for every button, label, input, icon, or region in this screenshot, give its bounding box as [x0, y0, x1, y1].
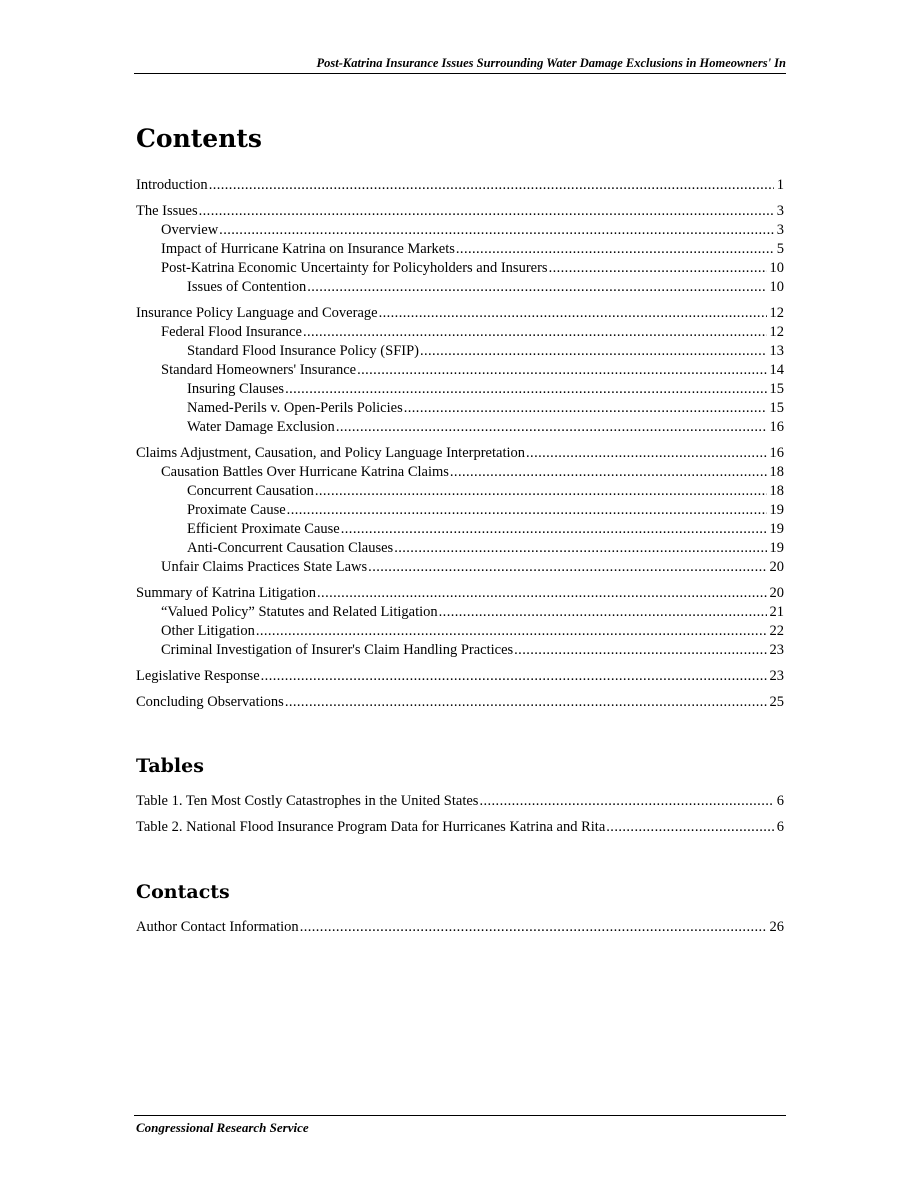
- toc-entry-text: Claims Adjustment, Causation, and Policy Language Interpretation: [136, 445, 526, 461]
- toc-entry[interactable]: [136, 399, 784, 418]
- dot-leader: [285, 380, 766, 399]
- toc-entry-text: Insurance Policy Language and Coverage: [136, 305, 378, 321]
- toc-entry-page: 5: [776, 241, 784, 257]
- dot-leader: [420, 342, 767, 361]
- toc-entry-text: Table 1. Ten Most Costly Catastrophes in the United States: [136, 793, 479, 809]
- toc-entry-page: 10: [769, 279, 784, 295]
- toc-entry-text: Concurrent Causation: [187, 483, 314, 499]
- toc-entry[interactable]: [136, 667, 784, 686]
- toc-entry-text: Introduction: [136, 177, 208, 193]
- dot-leader: [404, 399, 767, 418]
- toc-entry-text: Insuring Clauses: [187, 381, 285, 397]
- dot-leader: [357, 361, 766, 380]
- dot-leader: [394, 539, 766, 558]
- dot-leader: [300, 918, 767, 937]
- dot-leader: [479, 792, 773, 811]
- toc-entry[interactable]: [136, 278, 784, 297]
- toc-entry[interactable]: [136, 221, 784, 240]
- toc-entry-page: 25: [769, 694, 784, 710]
- toc-entry[interactable]: [136, 603, 784, 622]
- footer-rule: [134, 1115, 786, 1116]
- toc-entry-page: 19: [769, 540, 784, 556]
- toc-entry-page: 10: [769, 260, 784, 276]
- toc-entry-page: 6: [776, 793, 784, 809]
- dot-leader: [315, 482, 767, 501]
- toc-entry-page: 6: [776, 819, 784, 835]
- toc-entry-text: Legislative Response: [136, 668, 260, 684]
- toc-entry-text: Federal Flood Insurance: [161, 324, 302, 340]
- toc-entry-text: Unfair Claims Practices State Laws: [161, 559, 368, 575]
- toc-entry-text: Proximate Cause: [187, 502, 286, 518]
- dot-leader: [379, 304, 767, 323]
- toc-entry-text: Standard Homeowners' Insurance: [161, 362, 357, 378]
- toc-entry-text: Post-Katrina Economic Uncertainty for Policyholders and Insurers: [161, 260, 548, 276]
- toc-entry-text: Summary of Katrina Litigation: [136, 585, 317, 601]
- toc-entry[interactable]: [136, 342, 784, 361]
- toc-entry-text: Named-Perils v. Open-Perils Policies: [187, 400, 403, 416]
- toc-entry[interactable]: [136, 323, 784, 342]
- toc-entry-text: Table 2. National Flood Insurance Program Data for Hurricanes Katrina and Rita: [136, 819, 606, 835]
- toc-entry[interactable]: [136, 202, 784, 221]
- toc-entry-page: 18: [769, 483, 784, 499]
- toc-entry[interactable]: [136, 444, 784, 463]
- dot-leader: [256, 622, 767, 641]
- toc-entry[interactable]: [136, 818, 784, 837]
- dot-leader: [456, 240, 774, 259]
- toc-entry[interactable]: [136, 792, 784, 811]
- toc-entry-page: 18: [769, 464, 784, 480]
- dot-leader: [450, 463, 767, 482]
- toc-entry[interactable]: [136, 418, 784, 437]
- dot-leader: [439, 603, 767, 622]
- toc-entry-page: 3: [776, 222, 784, 238]
- toc-entry[interactable]: [136, 918, 784, 937]
- toc-entry[interactable]: [136, 693, 784, 712]
- dot-leader: [368, 558, 766, 577]
- toc-entry-text: Efficient Proximate Cause: [187, 521, 340, 537]
- contacts-heading: Contacts: [136, 881, 230, 903]
- contacts-list: [136, 918, 784, 937]
- toc-entry-page: 15: [769, 381, 784, 397]
- page-footer: Congressional Research Service: [136, 1120, 309, 1135]
- toc-entry[interactable]: [136, 304, 784, 323]
- dot-leader: [336, 418, 767, 437]
- toc-entry-text: Author Contact Information: [136, 919, 299, 935]
- toc-entry[interactable]: [136, 584, 784, 603]
- toc-entry-page: 12: [769, 324, 784, 340]
- toc-entry-text: “Valued Policy” Statutes and Related Litigation: [161, 604, 438, 620]
- toc-entry-text: Criminal Investigation of Insurer's Claim Handling Practices: [161, 642, 514, 658]
- dot-leader: [514, 641, 766, 660]
- dot-leader: [307, 278, 766, 297]
- toc-entry-text: Overview: [161, 222, 219, 238]
- dot-leader: [287, 501, 767, 520]
- dot-leader: [526, 444, 766, 463]
- toc-entry-text: Concluding Observations: [136, 694, 284, 710]
- toc-entry-page: 12: [769, 305, 784, 321]
- toc-entry-page: 19: [769, 521, 784, 537]
- toc-entry-text: Other Litigation: [161, 623, 255, 639]
- contents-heading: Contents: [136, 124, 263, 153]
- toc-entry[interactable]: [136, 622, 784, 641]
- toc-entry[interactable]: [136, 482, 784, 501]
- dot-leader: [303, 323, 767, 342]
- dot-leader: [285, 693, 767, 712]
- toc-entry-text: Issues of Contention: [187, 279, 307, 295]
- dot-leader: [549, 259, 767, 278]
- toc-entry-page: 23: [769, 642, 784, 658]
- toc-entry-text: Anti-Concurrent Causation Clauses: [187, 540, 394, 556]
- toc-entry[interactable]: [136, 641, 784, 660]
- dot-leader: [261, 667, 767, 686]
- contents-list: [136, 176, 784, 712]
- toc-entry[interactable]: [136, 539, 784, 558]
- toc-entry-page: 22: [769, 623, 784, 639]
- toc-entry[interactable]: [136, 240, 784, 259]
- dot-leader: [219, 221, 774, 240]
- toc-entry[interactable]: [136, 558, 784, 577]
- toc-entry-page: 21: [769, 604, 784, 620]
- toc-entry-page: 16: [769, 445, 784, 461]
- toc-entry-page: 13: [769, 343, 784, 359]
- toc-entry[interactable]: [136, 259, 784, 278]
- toc-entry-page: 23: [769, 668, 784, 684]
- toc-entry-page: 16: [769, 419, 784, 435]
- dot-leader: [606, 818, 773, 837]
- toc-entry-page: 26: [769, 919, 784, 935]
- tables-list: [136, 792, 784, 837]
- toc-entry-page: 15: [769, 400, 784, 416]
- tables-heading: Tables: [136, 755, 204, 777]
- toc-entry[interactable]: [136, 520, 784, 539]
- dot-leader: [199, 202, 774, 221]
- toc-entry-page: 1: [776, 177, 784, 193]
- toc-entry-text: Causation Battles Over Hurricane Katrina Claims: [161, 464, 449, 480]
- toc-entry-page: 14: [769, 362, 784, 378]
- toc-entry[interactable]: [136, 501, 784, 520]
- dot-leader: [317, 584, 766, 603]
- toc-entry[interactable]: [136, 361, 784, 380]
- toc-entry[interactable]: [136, 176, 784, 195]
- toc-entry-page: 19: [769, 502, 784, 518]
- dot-leader: [209, 176, 774, 195]
- toc-entry-page: 3: [776, 203, 784, 219]
- toc-entry-page: 20: [769, 585, 784, 601]
- toc-entry[interactable]: [136, 380, 784, 399]
- toc-entry-page: 20: [769, 559, 784, 575]
- toc-entry[interactable]: [136, 463, 784, 482]
- running-header: Post-Katrina Insurance Issues Surrounding Water Damage Exclusions in Homeowners' In: [134, 56, 786, 74]
- toc-entry-text: Standard Flood Insurance Policy (SFIP): [187, 343, 419, 359]
- toc-entry-text: Impact of Hurricane Katrina on Insurance Markets: [161, 241, 455, 257]
- dot-leader: [341, 520, 767, 539]
- toc-entry-text: Water Damage Exclusion: [187, 419, 335, 435]
- toc-entry-text: The Issues: [136, 203, 198, 219]
